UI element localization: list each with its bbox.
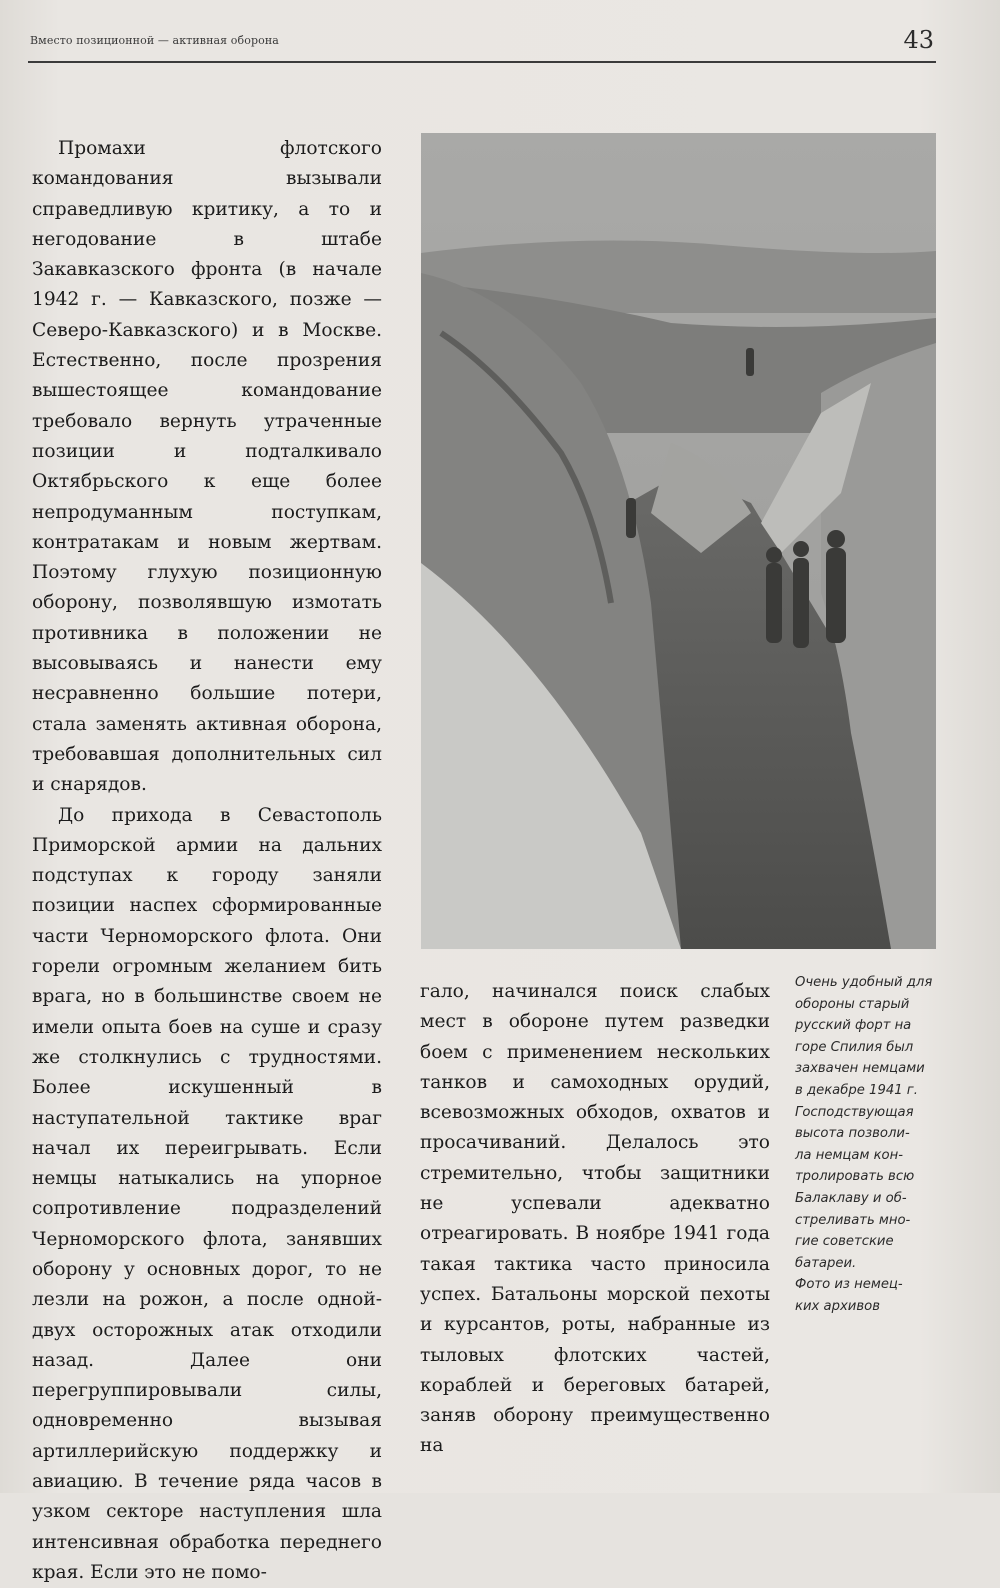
header-rule	[28, 61, 936, 63]
paragraph-1: Промахи флотского командования вызывали справедливую критику, а то и негодование в штабе Закавказского фронта (в начале 1942 г. — Кавказского, позже — Северо-Кавказского) и в Москве. Естественно, после прозрения вышестоящее командование требовало вернуть утраченные позиции и подталкивало Октябрьского к еще более непродуманным поступкам, контратакам и новым жертвам. Поэтому глухую позиционную оборону, позволявшую измотать противника в положении не высовываясь и нанести ему несравненно большие потери, стала заменять активная оборона, требовавшая дополнительных сил и снарядов.	[32, 138, 382, 796]
caption-line: ла немцам кон-	[795, 1147, 903, 1163]
caption-line: стреливать мно-	[795, 1212, 911, 1228]
caption-line: в декабре 1941 г.	[795, 1082, 918, 1098]
caption-line: высота позволи-	[795, 1126, 910, 1142]
caption-line: горе Спилия был	[795, 1039, 914, 1055]
caption-line: Господствующая	[795, 1104, 914, 1120]
caption-line: Очень удобный для	[795, 975, 933, 990]
caption-line: Балаклаву и об-	[795, 1190, 907, 1206]
left-text-column	[32, 134, 382, 1588]
caption-line: захвачен немцами	[795, 1061, 925, 1077]
trench-photograph	[421, 133, 936, 949]
caption-line: обороны старый	[795, 996, 910, 1012]
caption-line: русский форт на	[795, 1018, 912, 1034]
paragraph-2: До прихода в Севастополь Приморской армии на дальних подступах к городу заняли позиции наспех сформированные части Черноморского флота. Они горели огромным желанием бить врага, но в большинстве своем не имели опыта боев на суше и сразу же столкнулись с трудностями. Более искушенный в наступательной тактике враг начал их переигрывать. Если немцы натыкались на упорное сопротивление подразделений Черноморского флота, занявших оборону у основных дорог, то не лезли на рожон, а после одной-двух осторожных атак отходили назад. Далее они перегруппировывали силы, одновременно вызывая артиллерийскую поддержку и авиацию. В течение ряда часов в узком секторе наступления шла интенсивная обработка переднего края. Если это не помо-	[32, 804, 382, 1583]
caption-line: тролировать всю	[795, 1169, 915, 1185]
caption-line: гие советские	[795, 1234, 894, 1250]
photo-caption	[795, 972, 945, 1318]
caption-line: батареи.	[795, 1255, 857, 1271]
middle-text-column	[420, 977, 770, 1462]
caption-line: Фото из немец-	[795, 1277, 903, 1293]
continued-paragraph: гало, начинался поиск слабых мест в обороне путем разведки боем с применением нескольких танков и самоходных орудий, всевозможных обходов, охватов и просачиваний. Делалось это стремительно, чтобы защитники не успевали адекватно отреагировать. В ноябре 1941 года такая тактика часто приносила успех. Батальоны морской пехоты и курсантов, роты, набранные из тыловых флотских частей, кораблей и береговых батарей, заняв оборону преимущественно на	[420, 981, 770, 1457]
caption-line: ких архивов	[795, 1298, 880, 1314]
running-header-title: Вместо позиционной — активная оборона	[30, 34, 279, 47]
page-number: 43	[903, 26, 934, 54]
